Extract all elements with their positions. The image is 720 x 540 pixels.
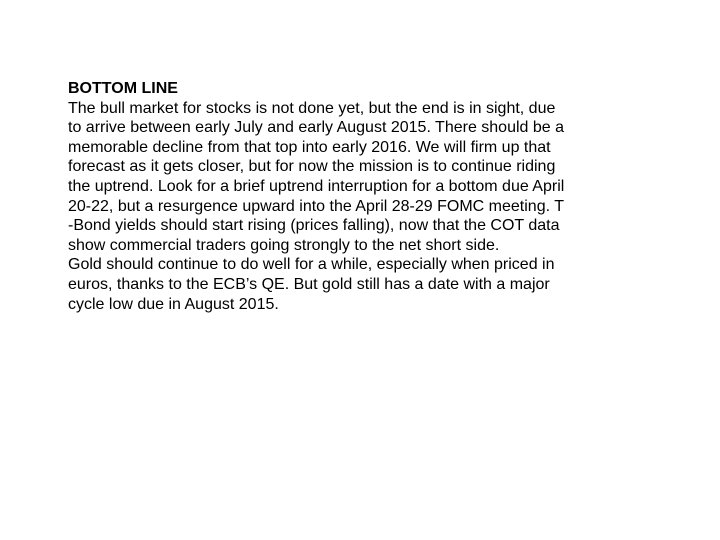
body-line: memorable decline from that top into early 2016. We will firm up that <box>68 138 551 156</box>
body-line: forecast as it gets closer, but for now the mission is to continue riding <box>68 158 556 176</box>
body-line: to arrive between early July and early August 2015. There should be a <box>68 119 565 137</box>
bottom-line-text-block <box>68 79 668 314</box>
body-line: cycle low due in August 2015. <box>68 295 279 313</box>
body-line: show commercial traders going strongly to the net short side. <box>68 236 500 254</box>
body-line: euros, thanks to the ECB’s QE. But gold still has a date with a major <box>68 275 550 293</box>
heading: BOTTOM LINE <box>68 80 178 97</box>
body-line: -Bond yields should start rising (prices falling), now that the COT data <box>68 217 560 235</box>
body-line: 20-22, but a resurgence upward into the April 28-29 FOMC meeting. T <box>68 197 564 215</box>
body-line: the uptrend. Look for a brief uptrend interruption for a bottom due April <box>68 177 565 195</box>
body-line: Gold should continue to do well for a while, especially when priced in <box>68 256 555 274</box>
body-line: The bull market for stocks is not done yet, but the end is in sight, due <box>68 99 556 117</box>
